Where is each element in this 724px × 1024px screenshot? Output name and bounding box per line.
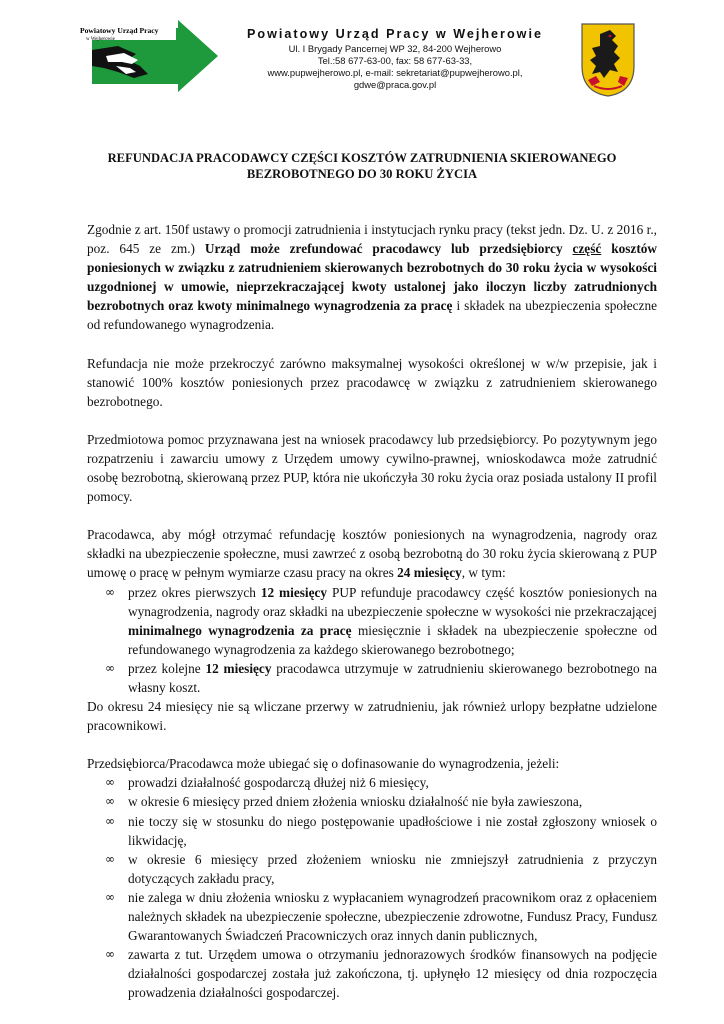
list-item-text: w okresie 6 miesięcy przed dniem złożenia wniosku działalność nie była zawieszona, (128, 794, 583, 810)
text-run: pracodawca utrzymuje w zatrudnieniu skierowanego bezrobotnego na własny koszt. (128, 660, 657, 695)
bold-run: kosztów poniesionych w związku z zatrudnieniem skierowanych bezrobotnych do 30 roku życia w wysokości uzgodnionej w umowie, nieprzekraczającej kwoty ustalonej jako iloczyn liczby zatrudnionych bezrobotnych oraz kwoty minimalnego wynagrodzenia za pracę (87, 241, 657, 314)
address-line: Ul. I Brygady Pancernej WP 32, 84-200 Wejherowo (288, 43, 502, 54)
infinity-bullet-icon: ∞ (105, 851, 115, 866)
list-item (87, 773, 657, 792)
list-item-text: w okresie 6 miesięcy przed złożeniem wniosku nie zmniejszył zatrudnienia z przyczyn dotyczących zakładu pracy, (128, 851, 657, 886)
text-run: PUP refunduje pracodawcy część kosztów poniesionych na wynagrodzenia, nagrody oraz składki na ubezpieczenie społeczne w wysokości nie przekraczającej (128, 584, 657, 619)
infinity-bullet-icon: ∞ (105, 775, 115, 790)
bold-run: 12 miesięcy (205, 660, 272, 676)
text-run: Pracodawca, aby mógł otrzymać refundację kosztów poniesionych na wynagrodzenia, nagrody oraz składki na ubezpieczenie społeczne, musi zawrzeć z osobą bezrobotną do 30 roku życia skierowaną z PUP umowę o pracę w pełnym wymiarze czasu pracy na okres (87, 527, 657, 581)
bold-run: 12 miesięcy (260, 584, 328, 600)
list-item (87, 659, 657, 697)
text-run: i składek na ubezpieczenia społeczne od refundowanego wynagrodzenia. (87, 298, 658, 333)
infinity-bullet-icon: ∞ (105, 794, 115, 809)
infinity-bullet-icon: ∞ (105, 660, 115, 675)
green-arrow-handshake-logo-icon (78, 20, 218, 92)
text-run: Zgodnie z art. 150f ustawy o promocji zatrudnienia i instytucjach rynku pracy (tekst jedn. Dz. U. z 2016 r., poz. 645 ze zm.) (87, 222, 657, 257)
text-run: , w tym: (461, 565, 506, 581)
list-item-text: nie zalega w dniu złożenia wniosku z wypłacaniem wynagrodzeń pracownikom oraz z opłaceniem należnych składek na ubezpieczenie społeczne, ubezpieczenie zdrowotne, Fundusz Pracy, Fundusz Gwarantowanych Świadczeń Pracowniczych oraz innych danin publicznych, (128, 889, 657, 944)
paragraph-application: Przedmiotowa pomoc przyznawana jest na wniosek pracodawcy lub przedsiębiorcy. Po pozytywnym jego rozpatrzeniu i zawarciu umowy z Urzędem umowy cywilno-prawnej, wnioskodawca może zatrudnić osobę bezrobotną, skierowaną przez PUP, która nie ukończyła 30 roku życia oraz posiada ustalony II profil pomocy. (87, 431, 657, 505)
paragraph-conditions-intro: Przedsiębiorca/Pracodawca może ubiegać się o dofinasowanie do wynagrodzenia, jeżeli: (87, 756, 560, 772)
text-run: miesięcznie i składek na ubezpieczenie społeczne od refundowanego wynagrodzenia za każdego skierowanego bezrobotnego; (128, 622, 657, 657)
list-item (87, 945, 657, 1002)
list-item (87, 888, 657, 945)
list-item-text: prowadzi działalność gospodarczą dłużej niż 6 miesięcy, (128, 775, 429, 791)
paragraph-limit: Refundacja nie może przekroczyć zarówno maksymalnej wysokości określonej w w/w przepisie, jak i stanowić 100% kosztów poniesionych przez pracodawcę w związku z zatrudnieniem skierowanego bezrobotnego. (87, 355, 657, 409)
paragraph-legal-basis (87, 220, 657, 335)
org-name: Powiatowy Urząd Pracy w Wejherowie (247, 27, 543, 41)
paragraph-breaks: Do okresu 24 miesięcy nie są wliczane przerwy w zatrudnieniu, jak również urlopy bezpłatne udzielone pracownikowi. (87, 699, 657, 734)
infinity-bullet-icon: ∞ (105, 813, 115, 828)
bold-run: Urząd może zrefundować pracodawcy lub przedsiębiorcy (204, 241, 573, 257)
web-email-line: www.pupwejherowo.pl, e-mail: sekretariat@pupwejherowo.pl, (267, 67, 523, 78)
list-item-text: nie toczy się w stosunku do niego postępowanie upadłościowe i nie został zgłoszony wniosek o likwidację, (128, 813, 657, 848)
griffin-coat-of-arms-icon (580, 22, 636, 98)
list-item (87, 792, 657, 811)
infinity-bullet-icon: ∞ (105, 889, 115, 904)
phone-line: Tel.:58 677-63-00, fax: 58 677-63-33, (317, 55, 473, 66)
refund-period-list (87, 583, 657, 698)
document-body (87, 220, 657, 1002)
document-title: REFUNDACJA PRACODAWCY CZĘŚCI KOSZTÓW ZATRUDNIENIA SKIEROWANEGO BEZROBOTNEGO DO 30 ROKU ŻYCIA (107, 151, 617, 181)
infinity-bullet-icon: ∞ (105, 947, 115, 962)
logo-subtext: w Wejherowie (86, 37, 115, 42)
list-item (87, 812, 657, 850)
logo-text: Powiatowy Urząd Pracy (80, 26, 159, 35)
bold-run: 24 miesięcy (397, 565, 462, 581)
bold-run: minimalnego wynagrodzenia za pracę (128, 622, 352, 638)
list-item (87, 583, 657, 659)
letterhead (0, 0, 724, 110)
list-item-text: zawarta z tut. Urzędem umowa o otrzymaniu jednorazowych środków finansowych na podjęcie działalności gospodarczej została już zakończona, tj. upłynęło 12 miesięcy od dnia rozpoczęcia prowadzenia działalności gospodarczej. (128, 947, 657, 1001)
letterhead-text (226, 27, 564, 91)
text-run: przez kolejne (128, 660, 206, 676)
eligibility-conditions-list (87, 773, 657, 1002)
text-run: przez okres pierwszych (128, 584, 261, 600)
infinity-bullet-icon: ∞ (105, 584, 115, 599)
list-item (87, 850, 657, 888)
underlined-run: część (572, 241, 602, 257)
paragraph-requirements (87, 525, 657, 582)
email-line: gdwe@praca.gov.pl (353, 79, 437, 90)
